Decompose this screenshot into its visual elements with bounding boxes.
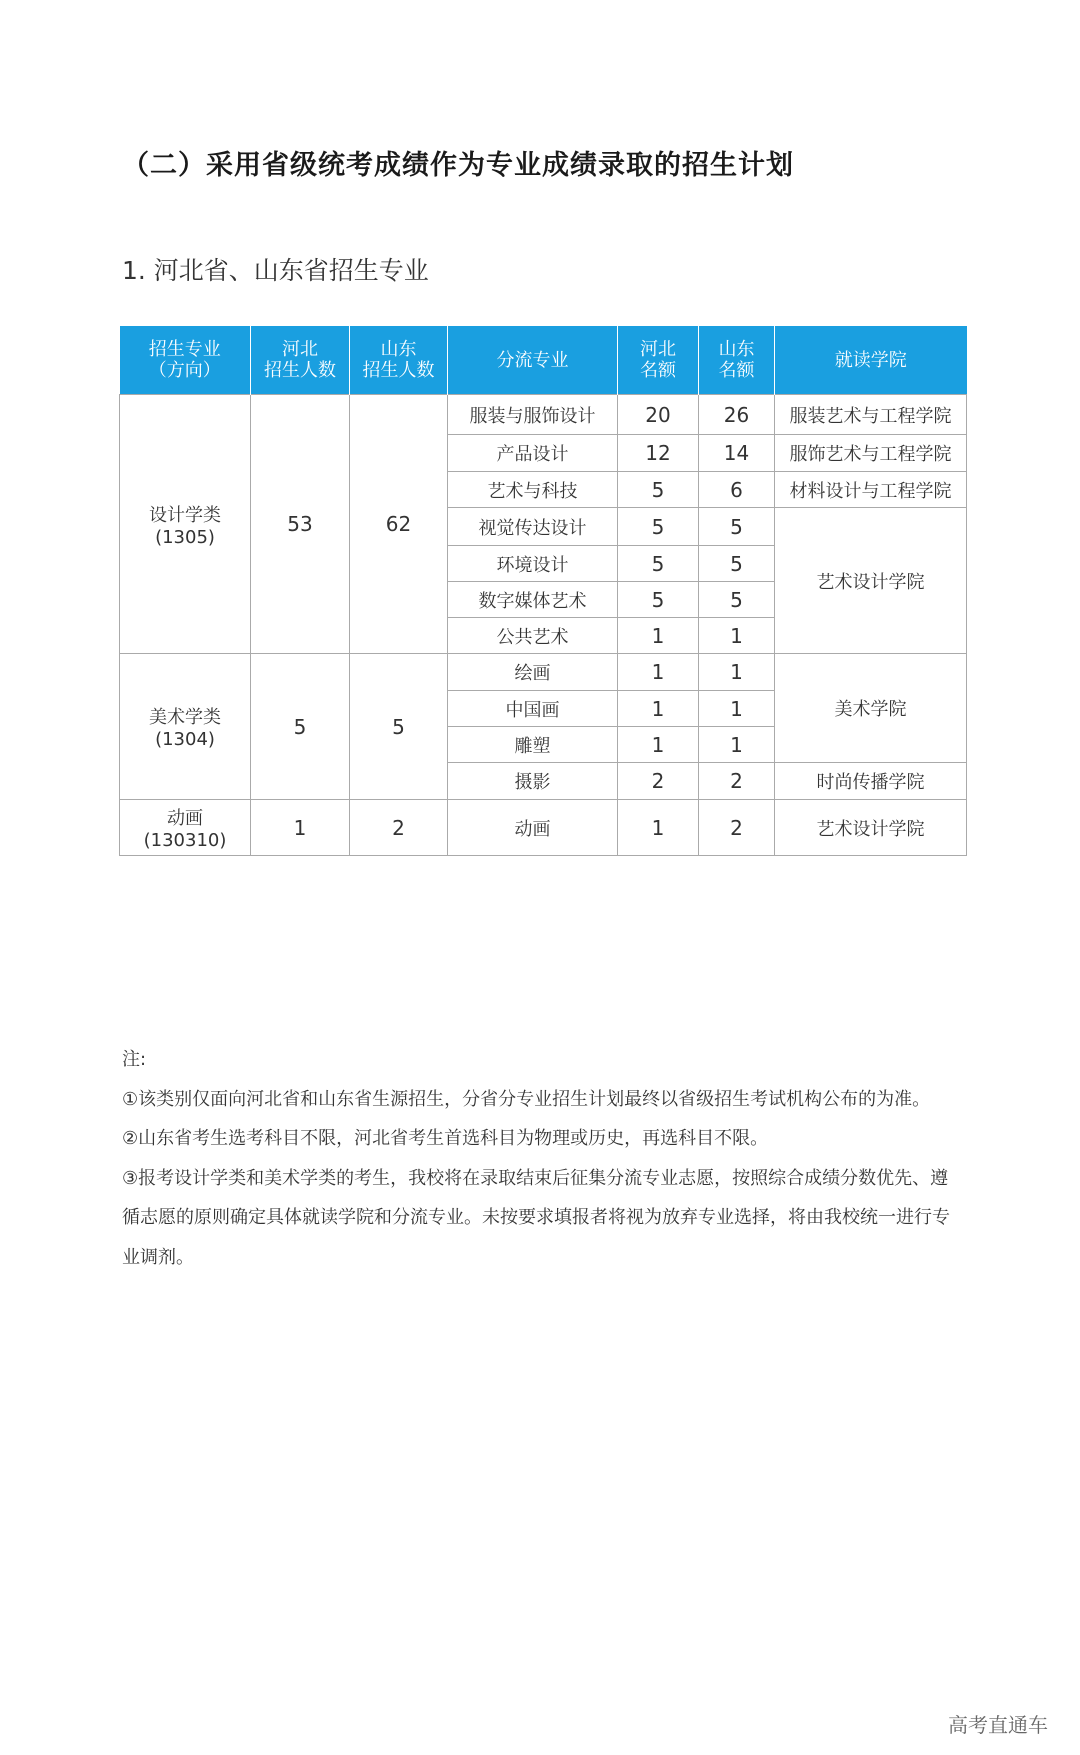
college-cell — [775, 800, 967, 856]
hebei-quota-cell-text: 2 — [651, 769, 665, 793]
hebei-quota-cell — [618, 800, 699, 856]
header-label: 山东 — [380, 339, 417, 360]
sub-major-cell — [448, 800, 618, 856]
hebei-quota-cell-text: 1 — [651, 815, 665, 840]
header-label: 就读学院 — [834, 349, 907, 371]
shandong-quota-cell — [699, 546, 775, 582]
shandong-quota-cell-text: 5 — [730, 587, 743, 612]
college-cell-text: 服饰艺术与工程学院 — [789, 444, 952, 465]
shandong-quota-cell — [699, 763, 775, 800]
college-cell — [775, 395, 967, 435]
header-label: （方向） — [148, 360, 221, 381]
shandong-quota-cell-text: 1 — [730, 696, 743, 721]
hebei-quota-cell-text: 12 — [645, 441, 671, 465]
sub-major-cell-text: 摄影 — [514, 772, 551, 793]
shandong-quota-cell-text: 1 — [730, 623, 743, 648]
major-group-cell-text: 设计学类 — [149, 504, 221, 526]
header-label: 招生人数 — [264, 360, 336, 381]
major-group-cell — [120, 654, 251, 800]
major-group-cell — [120, 395, 251, 654]
sub-major-cell — [448, 582, 618, 618]
sub-major-cell — [448, 508, 618, 546]
college-cell — [775, 763, 967, 800]
note-1: ①该类别仅面向河北省和山东省生源招生，分省分专业招生计划最终以省级招生考试机构公布的为准。 — [122, 1088, 931, 1110]
notes — [122, 1040, 952, 1278]
section-heading: （二）采用省级统考成绩作为专业成绩录取的招生计划 — [122, 150, 794, 181]
header-cell — [448, 326, 618, 395]
shandong-quota-cell — [699, 654, 775, 691]
header-cell — [350, 326, 448, 395]
hebei-quota-cell — [618, 727, 699, 763]
hebei-quota-cell-text: 1 — [651, 660, 665, 684]
shandong-quota-cell-text: 1 — [730, 732, 743, 757]
sub-major-cell-text: 绘画 — [514, 663, 551, 684]
shandong-quota-cell — [699, 395, 775, 435]
hebei-quota-cell-text: 5 — [651, 514, 665, 539]
table-row — [120, 654, 967, 691]
enrollment-plan-table — [119, 326, 967, 856]
shandong-quota-cell — [699, 618, 775, 654]
hebei-quota-cell-text: 5 — [651, 587, 665, 612]
hebei-quota-cell — [618, 654, 699, 691]
header-cell — [120, 326, 251, 395]
hebei-total-cell — [251, 654, 350, 800]
college-cell — [775, 654, 967, 763]
hebei-quota-cell-text: 1 — [651, 732, 665, 757]
college-cell-text: 时尚传播学院 — [816, 772, 925, 793]
notes-title: 注: — [122, 1049, 147, 1070]
note-2: ②山东省考生选考科目不限，河北省考生首选科目为物理或历史，再选科目不限。 — [122, 1128, 769, 1150]
header-cell — [618, 326, 699, 395]
sub-major-cell-text: 公共艺术 — [496, 626, 569, 648]
shandong-quota-cell-text: 14 — [723, 441, 750, 465]
shandong-quota-cell-text: 1 — [730, 660, 743, 684]
sub-major-cell — [448, 472, 618, 508]
shandong-quota-cell — [699, 508, 775, 546]
sub-major-cell — [448, 727, 618, 763]
sub-major-cell-text: 环境设计 — [496, 554, 569, 576]
shandong-quota-cell — [699, 435, 775, 472]
sub-major-cell — [448, 395, 618, 435]
header-cell — [251, 326, 350, 395]
shandong-quota-cell-text: 5 — [730, 514, 743, 539]
sub-major-cell-text: 数字媒体艺术 — [478, 590, 587, 612]
header-cell — [775, 326, 967, 395]
major-group-cell-text: (1305) — [155, 526, 215, 548]
hebei-quota-cell-text: 1 — [651, 696, 665, 721]
shandong-total-cell — [350, 395, 448, 654]
shandong-quota-cell — [699, 582, 775, 618]
shandong-quota-cell-text: 2 — [730, 769, 743, 793]
hebei-quota-cell — [618, 472, 699, 508]
hebei-total-cell — [251, 395, 350, 654]
sub-major-cell — [448, 618, 618, 654]
major-group-cell-text: (130310) — [143, 830, 227, 851]
header-label: 河北 — [282, 339, 318, 360]
college-cell — [775, 472, 967, 508]
hebei-quota-cell-text: 20 — [645, 402, 671, 427]
sub-major-cell-text: 艺术与科技 — [487, 480, 578, 502]
college-cell-text: 材料设计与工程学院 — [789, 480, 952, 502]
college-cell — [775, 508, 967, 654]
college-cell-text: 美术学院 — [834, 699, 907, 720]
hebei-quota-cell — [618, 546, 699, 582]
hebei-total-cell — [251, 800, 350, 856]
shandong-total-cell-text: 62 — [385, 512, 412, 536]
hebei-quota-cell — [618, 691, 699, 727]
sub-major-cell-text: 中国画 — [505, 699, 560, 721]
shandong-quota-cell-text: 2 — [730, 815, 743, 840]
shandong-quota-cell-text: 26 — [723, 402, 750, 427]
sub-major-cell — [448, 691, 618, 727]
college-cell-text: 服装艺术与工程学院 — [789, 405, 952, 427]
header-label: 河北 — [640, 339, 676, 360]
college-cell-text: 艺术设计学院 — [816, 818, 925, 840]
note-3: ③报考设计学类和美术学类的考生，我校将在录取结束后征集分流专业志愿，按照综合成绩分数优先、遵循志愿的原则确定具体就读学院和分流专业。未按要求填报者将视为放弃专业选择，将由我校统一进行专业调剂。 — [122, 1167, 950, 1268]
shandong-total-cell-text: 5 — [392, 714, 405, 739]
subsection-heading: 1. 河北省、山东省招生专业 — [122, 256, 429, 285]
table-row — [120, 800, 967, 856]
hebei-quota-cell — [618, 508, 699, 546]
shandong-quota-cell — [699, 800, 775, 856]
shandong-quota-cell-text: 5 — [730, 551, 743, 576]
table-row — [120, 395, 967, 435]
header-label: 山东 — [718, 339, 755, 360]
header-cell — [699, 326, 775, 395]
hebei-quota-cell-text: 1 — [651, 623, 665, 648]
hebei-quota-cell — [618, 582, 699, 618]
shandong-quota-cell-text: 6 — [730, 477, 743, 502]
sub-major-cell-text: 视觉传达设计 — [478, 517, 587, 539]
shandong-quota-cell — [699, 691, 775, 727]
sub-major-cell — [448, 763, 618, 800]
sub-major-cell-text: 产品设计 — [496, 444, 569, 465]
shandong-quota-cell — [699, 727, 775, 763]
shandong-total-cell — [350, 800, 448, 856]
hebei-quota-cell — [618, 435, 699, 472]
major-group-cell-text: 动画 — [167, 808, 203, 829]
header-label: 招生专业 — [148, 339, 221, 360]
hebei-quota-cell-text: 5 — [651, 551, 665, 576]
shandong-total-cell-text: 2 — [392, 815, 405, 840]
hebei-quota-cell — [618, 763, 699, 800]
major-group-cell-text: (1304) — [155, 729, 215, 750]
sub-major-cell — [448, 654, 618, 691]
sub-major-cell-text: 服装与服饰设计 — [469, 405, 596, 427]
hebei-total-cell-text: 5 — [293, 714, 307, 739]
sub-major-cell-text: 雕塑 — [514, 735, 551, 757]
shandong-total-cell — [350, 654, 448, 800]
college-cell-text: 艺术设计学院 — [816, 571, 925, 593]
sub-major-cell — [448, 435, 618, 472]
college-cell — [775, 435, 967, 472]
hebei-quota-cell-text: 5 — [651, 477, 665, 502]
major-group-cell-text: 美术学类 — [149, 707, 221, 728]
hebei-quota-cell — [618, 618, 699, 654]
sub-major-cell-text: 动画 — [514, 818, 551, 840]
hebei-total-cell-text: 1 — [293, 815, 307, 840]
header-label: 分流专业 — [496, 349, 569, 371]
hebei-total-cell-text: 53 — [287, 512, 313, 536]
header-label: 招生人数 — [362, 360, 435, 381]
shandong-quota-cell — [699, 472, 775, 508]
header-label: 名额 — [718, 360, 755, 381]
header-label: 名额 — [640, 360, 676, 381]
major-group-cell — [120, 800, 251, 856]
watermark: 高考直通车 — [948, 1713, 1048, 1737]
hebei-quota-cell — [618, 395, 699, 435]
sub-major-cell — [448, 546, 618, 582]
